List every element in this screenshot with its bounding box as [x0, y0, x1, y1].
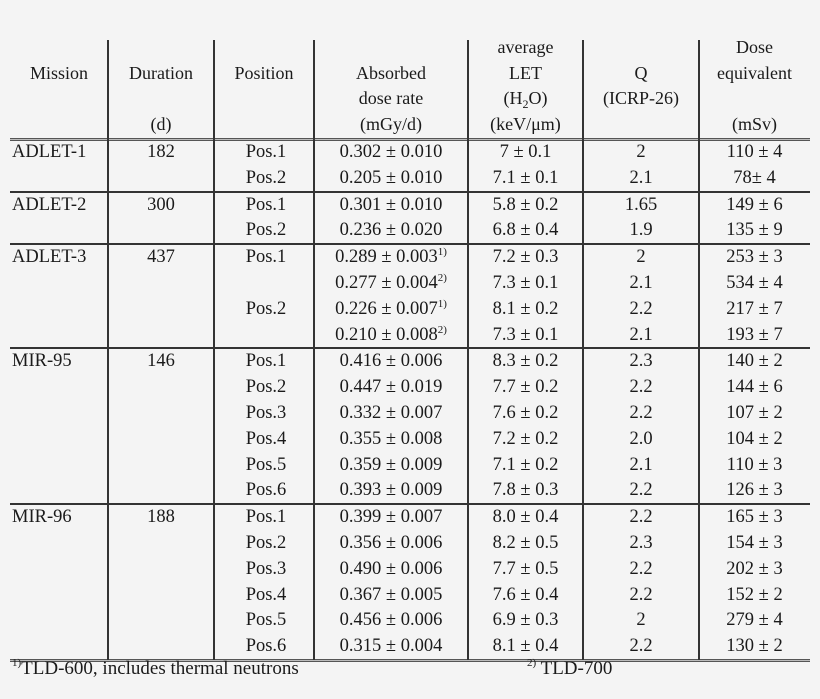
position-cell-value: Pos.2	[245, 533, 287, 553]
dose-equivalent-cell	[699, 297, 810, 323]
column-divider	[698, 40, 700, 660]
position-cell	[216, 557, 316, 583]
position-cell	[216, 401, 316, 427]
let-cell-value: 6.9 ± 0.3	[492, 610, 559, 631]
dose-equivalent-cell	[699, 271, 810, 297]
absorbed-dose-cell-value: 0.456 ± 0.006	[339, 610, 443, 631]
absorbed-dose-cell	[314, 375, 468, 401]
dose-equivalent-cell	[699, 427, 810, 453]
dose-equivalent-cell	[699, 401, 810, 427]
duration-cell: 300	[147, 194, 175, 215]
dose-equivalent-cell-value: 253 ± 3	[726, 247, 783, 268]
let-cell	[468, 193, 583, 219]
mission-cell: ADLET-3	[12, 247, 87, 268]
dose-equivalent-cell-value: 110 ± 4	[726, 142, 783, 162]
absorbed-dose-cell	[314, 505, 468, 531]
let-cell	[468, 375, 583, 401]
q-factor-cell-value: 2.2	[629, 403, 653, 423]
header-line: equivalent	[717, 62, 792, 83]
header-line: LET	[509, 62, 542, 83]
dose-equivalent-cell	[699, 478, 810, 504]
dose-equivalent-cell	[699, 245, 810, 271]
dose-equivalent-cell	[699, 608, 810, 634]
absorbed-dose-cell-value: 0.236 ± 0.020	[339, 220, 443, 241]
q-factor-cell-value: 2.0	[629, 428, 653, 449]
position-cell	[216, 583, 316, 609]
absorbed-dose-cell	[314, 634, 468, 660]
q-factor-cell-value: 1.9	[629, 220, 653, 241]
q-factor-cell-value: 2	[636, 247, 646, 268]
position-cell	[216, 608, 316, 634]
dose-equivalent-cell-value: 110 ± 3	[726, 454, 783, 475]
q-factor-cell-value: 2	[636, 142, 646, 162]
let-cell	[468, 218, 583, 244]
position-cell	[216, 140, 316, 166]
q-factor-cell	[583, 478, 699, 504]
position-cell-value: Pos.2	[245, 377, 287, 398]
absorbed-dose-cell-value: 0.302 ± 0.010	[339, 142, 443, 162]
position-cell-value: Pos.4	[245, 584, 287, 605]
q-factor-cell	[583, 323, 699, 349]
header-line: Dose	[736, 37, 773, 57]
dose-equivalent-cell-value: 152 ± 2	[726, 584, 783, 605]
let-cell	[468, 608, 583, 634]
q-factor-cell	[583, 427, 699, 453]
mission-cell: ADLET-2	[12, 194, 87, 215]
position-cell	[216, 634, 316, 660]
absorbed-dose-cell-value: 0.447 ± 0.019	[339, 377, 443, 398]
header-line	[10, 86, 108, 112]
absorbed-dose-cell-value: 0.393 ± 0.009	[339, 480, 443, 501]
footnote-text: TLD-700	[540, 658, 613, 679]
position-cell	[216, 166, 316, 192]
absorbed-dose-cell-value: 0.301 ± 0.010	[339, 194, 443, 215]
position-cell	[216, 453, 316, 479]
q-factor-cell-value: 2	[636, 610, 646, 631]
let-cell	[468, 401, 583, 427]
let-cell	[468, 427, 583, 453]
header-line	[214, 112, 314, 138]
let-cell	[468, 557, 583, 583]
absorbed-dose-cell-value: 0.210 ± 0.008	[335, 324, 438, 345]
position-cell-value: Pos.1	[245, 351, 287, 372]
header-line: average	[497, 37, 554, 57]
dose-equivalent-cell	[699, 531, 810, 557]
q-factor-cell-value: 2.2	[629, 480, 653, 501]
q-factor-cell-value: 1.65	[624, 194, 658, 215]
position-cell	[216, 193, 316, 219]
absorbed-dose-cell	[314, 453, 468, 479]
q-factor-cell	[583, 583, 699, 609]
mission-cell: MIR-95	[12, 351, 72, 372]
let-cell-value: 7.1 ± 0.1	[492, 167, 559, 188]
dose-equivalent-cell	[699, 557, 810, 583]
duration-cell: 182	[147, 142, 175, 162]
q-factor-cell-value: 2.2	[629, 558, 653, 579]
absorbed-dose-cell	[314, 349, 468, 375]
absorbed-dose-cell	[314, 583, 468, 609]
q-factor-cell	[583, 166, 699, 192]
absorbed-dose-cell-value: 0.226 ± 0.007	[335, 298, 438, 319]
position-cell	[216, 531, 316, 557]
footnote-ref: 1)	[437, 297, 447, 310]
absorbed-dose-cell	[314, 478, 468, 504]
absorbed-dose-cell	[314, 531, 468, 557]
q-factor-cell-value: 2.2	[629, 584, 653, 605]
header-line	[10, 112, 108, 138]
dose-equivalent-cell	[699, 218, 810, 244]
q-factor-cell-value: 2.2	[629, 377, 653, 398]
dose-equivalent-cell-value: 165 ± 3	[726, 507, 783, 528]
column-divider	[467, 40, 469, 660]
position-cell	[216, 218, 316, 244]
q-factor-cell	[583, 531, 699, 557]
position-cell-value: Pos.2	[245, 220, 287, 241]
header-line: Absorbed	[356, 62, 426, 83]
q-factor-cell-value: 2.1	[629, 454, 653, 475]
absorbed-dose-cell	[314, 427, 468, 453]
q-factor-cell	[583, 245, 699, 271]
position-cell	[216, 323, 316, 349]
header-line	[10, 35, 108, 61]
absorbed-dose-cell-value: 0.399 ± 0.007	[339, 507, 443, 528]
header-line: dose rate	[358, 88, 424, 108]
duration-cell: 146	[147, 351, 175, 372]
let-cell-value: 7.1 ± 0.2	[492, 454, 559, 475]
header-position	[214, 35, 314, 134]
absorbed-dose-cell-value: 0.205 ± 0.010	[339, 167, 443, 188]
row-divider	[10, 243, 810, 245]
header-line	[108, 35, 214, 61]
footnote-ref: 1)	[437, 246, 447, 259]
position-cell	[216, 375, 316, 401]
absorbed-dose-cell	[314, 271, 468, 297]
absorbed-dose-cell	[314, 608, 468, 634]
dose-equivalent-cell-value: 154 ± 3	[726, 533, 783, 553]
dose-equivalent-cell	[699, 583, 810, 609]
position-cell-value: Pos.3	[245, 403, 287, 423]
header-line: (ICRP-26)	[603, 88, 679, 108]
row-divider	[10, 503, 810, 505]
let-cell	[468, 140, 583, 166]
let-cell-value: 8.2 ± 0.5	[492, 533, 559, 553]
let-cell-value: 7.3 ± 0.1	[492, 324, 559, 345]
absorbed-dose-cell-value: 0.289 ± 0.003	[335, 247, 438, 268]
let-cell	[468, 583, 583, 609]
position-cell-value: Pos.4	[245, 428, 287, 449]
position-cell	[216, 245, 316, 271]
position-cell	[216, 478, 316, 504]
absorbed-dose-cell	[314, 218, 468, 244]
q-factor-cell	[583, 349, 699, 375]
let-cell-value: 7.3 ± 0.1	[492, 273, 559, 293]
absorbed-dose-cell-value: 0.315 ± 0.004	[339, 636, 443, 657]
absorbed-dose-cell	[314, 166, 468, 192]
row-divider	[10, 191, 810, 193]
column-divider	[213, 40, 215, 660]
header-line	[314, 35, 468, 61]
q-factor-cell-value: 2.1	[629, 324, 653, 345]
let-cell-value: 8.3 ± 0.2	[492, 351, 559, 372]
position-cell-value: Pos.1	[245, 507, 287, 528]
dose-equivalent-cell-value: 279 ± 4	[726, 610, 783, 631]
let-cell-value: 7.7 ± 0.2	[492, 377, 559, 398]
header-dose	[699, 35, 810, 134]
q-factor-cell	[583, 218, 699, 244]
let-cell-value: 5.8 ± 0.2	[492, 194, 559, 215]
position-cell-value: Pos.1	[245, 142, 287, 162]
absorbed-dose-cell	[314, 245, 468, 271]
q-factor-cell	[583, 297, 699, 323]
dose-equivalent-cell	[699, 166, 810, 192]
position-cell-value: Pos.5	[245, 454, 287, 475]
header-absorbed	[314, 35, 468, 134]
position-cell	[216, 427, 316, 453]
dose-equivalent-cell	[699, 634, 810, 660]
header-q	[583, 35, 699, 134]
dose-equivalent-cell	[699, 505, 810, 531]
q-factor-cell-value: 2.2	[629, 636, 653, 657]
dose-equivalent-cell	[699, 349, 810, 375]
let-cell	[468, 297, 583, 323]
let-cell-value: 8.1 ± 0.2	[492, 298, 559, 319]
q-factor-cell	[583, 140, 699, 166]
footnote-mark: 2)	[527, 657, 537, 669]
q-factor-cell-value: 2.3	[629, 351, 653, 372]
absorbed-dose-cell	[314, 140, 468, 166]
let-cell	[468, 166, 583, 192]
header-let	[468, 35, 583, 134]
dose-equivalent-cell-value: 126 ± 3	[726, 480, 783, 501]
q-factor-cell	[583, 271, 699, 297]
position-cell-value: Pos.6	[245, 636, 287, 657]
footnote-text: TLD-600, includes thermal neutrons	[21, 658, 299, 679]
absorbed-dose-cell-value: 0.490 ± 0.006	[339, 558, 443, 579]
let-cell	[468, 505, 583, 531]
header-line: $(H_2O)$	[503, 88, 548, 111]
column-divider	[313, 40, 315, 660]
let-cell-value: 7.7 ± 0.5	[492, 558, 559, 579]
q-factor-cell	[583, 453, 699, 479]
let-cell-value: 7 ± 0.1	[499, 142, 552, 162]
header-line: (keV/μm)	[490, 113, 561, 134]
absorbed-dose-cell-value: 0.356 ± 0.006	[339, 533, 443, 553]
header-line	[583, 35, 699, 61]
absorbed-dose-cell-value: 0.367 ± 0.005	[339, 584, 443, 605]
dose-equivalent-cell-value: 107 ± 2	[726, 403, 783, 423]
dose-equivalent-cell	[699, 193, 810, 219]
dose-equivalent-cell-value: 193 ± 7	[726, 324, 783, 345]
dose-equivalent-cell-value: 130 ± 2	[726, 636, 783, 657]
absorbed-dose-cell	[314, 193, 468, 219]
position-cell-value: Pos.3	[245, 558, 287, 579]
q-factor-cell	[583, 634, 699, 660]
header-line: (d)	[150, 113, 172, 134]
header-line	[214, 35, 314, 61]
let-cell	[468, 531, 583, 557]
header-line: Mission	[29, 62, 89, 83]
dose-equivalent-cell	[699, 453, 810, 479]
absorbed-dose-cell	[314, 557, 468, 583]
let-cell-value: 7.2 ± 0.2	[492, 428, 559, 449]
absorbed-dose-cell-value: 0.332 ± 0.007	[339, 403, 443, 423]
absorbed-dose-cell	[314, 401, 468, 427]
dose-equivalent-cell-value: 78± 4	[733, 167, 776, 188]
absorbed-dose-cell	[314, 323, 468, 349]
q-factor-cell	[583, 193, 699, 219]
duration-cell: 188	[147, 507, 175, 528]
row-divider	[10, 347, 810, 349]
q-factor-cell-value: 2.2	[629, 507, 653, 528]
header-mission	[10, 35, 108, 134]
row-divider	[10, 138, 810, 141]
q-factor-cell-value: 2.1	[629, 167, 653, 188]
header-line: Position	[234, 62, 294, 83]
dose-equivalent-cell	[699, 140, 810, 166]
position-cell-value: Pos.1	[245, 247, 287, 268]
position-cell-value: Pos.1	[245, 194, 287, 215]
let-cell-value: 8.1 ± 0.4	[492, 636, 559, 657]
q-factor-cell	[583, 608, 699, 634]
footnote-mark: 1)	[12, 657, 22, 669]
absorbed-dose-cell	[314, 297, 468, 323]
footnote-2	[527, 658, 612, 680]
dose-equivalent-cell-value: 217 ± 7	[726, 298, 783, 319]
let-cell-value: 6.8 ± 0.4	[492, 220, 559, 241]
column-divider	[582, 40, 584, 660]
header-line: Q	[634, 62, 648, 83]
position-cell-value: Pos.2	[245, 298, 287, 319]
header-line	[583, 112, 699, 138]
dose-equivalent-cell-value: 104 ± 2	[726, 428, 783, 449]
let-cell-value: 8.0 ± 0.4	[492, 507, 559, 528]
dose-equivalent-cell-value: 144 ± 6	[726, 377, 783, 398]
position-cell	[216, 297, 316, 323]
dose-equivalent-cell-value: 149 ± 6	[726, 194, 783, 215]
column-divider	[107, 40, 109, 660]
dose-equivalent-cell-value: 202 ± 3	[726, 558, 783, 579]
mission-cell: ADLET-1	[12, 142, 87, 162]
q-factor-cell	[583, 375, 699, 401]
let-cell-value: 7.6 ± 0.4	[492, 584, 559, 605]
let-cell	[468, 453, 583, 479]
let-cell	[468, 245, 583, 271]
header-line: (mGy/d)	[360, 113, 422, 134]
let-cell	[468, 323, 583, 349]
header-line	[214, 86, 314, 112]
dose-equivalent-cell-value: 135 ± 9	[726, 220, 783, 241]
absorbed-dose-cell-value: 0.359 ± 0.009	[339, 454, 443, 475]
footnote-ref: 2)	[437, 272, 447, 284]
absorbed-dose-cell-value: 0.416 ± 0.006	[339, 351, 443, 372]
dose-equivalent-cell	[699, 375, 810, 401]
header-duration	[108, 35, 214, 134]
let-cell-value: 7.6 ± 0.2	[492, 403, 559, 423]
header-line	[699, 86, 810, 112]
position-cell	[216, 271, 316, 297]
position-cell	[216, 349, 316, 375]
absorbed-dose-cell-value: 0.355 ± 0.008	[339, 428, 443, 449]
let-cell	[468, 349, 583, 375]
position-cell-value: Pos.6	[245, 480, 287, 501]
q-factor-cell	[583, 505, 699, 531]
let-cell	[468, 271, 583, 297]
mission-cell: MIR-96	[12, 507, 72, 528]
q-factor-cell	[583, 557, 699, 583]
position-cell	[216, 505, 316, 531]
q-factor-cell	[583, 401, 699, 427]
q-factor-cell-value: 2.1	[629, 273, 653, 293]
dose-equivalent-cell-value: 140 ± 2	[726, 351, 783, 372]
header-line	[108, 86, 214, 112]
header-line: Duration	[129, 62, 193, 83]
absorbed-dose-cell-value: 0.277 ± 0.004	[335, 273, 438, 293]
dose-equivalent-cell	[699, 323, 810, 349]
subscript: 2	[522, 97, 529, 111]
position-cell-value: Pos.2	[245, 167, 287, 188]
header-line: (mSv)	[732, 113, 777, 134]
position-cell-value: Pos.5	[245, 610, 287, 631]
duration-cell: 437	[147, 247, 175, 268]
let-cell-value: 7.2 ± 0.3	[492, 247, 559, 268]
footnote-1	[12, 658, 299, 680]
q-factor-cell-value: 2.2	[629, 298, 653, 319]
let-cell	[468, 478, 583, 504]
q-factor-cell-value: 2.3	[629, 533, 653, 553]
let-cell-value: 7.8 ± 0.3	[492, 480, 559, 501]
footnote-ref: 2)	[437, 323, 447, 336]
dose-equivalent-cell-value: 534 ± 4	[726, 273, 783, 293]
let-cell	[468, 634, 583, 660]
